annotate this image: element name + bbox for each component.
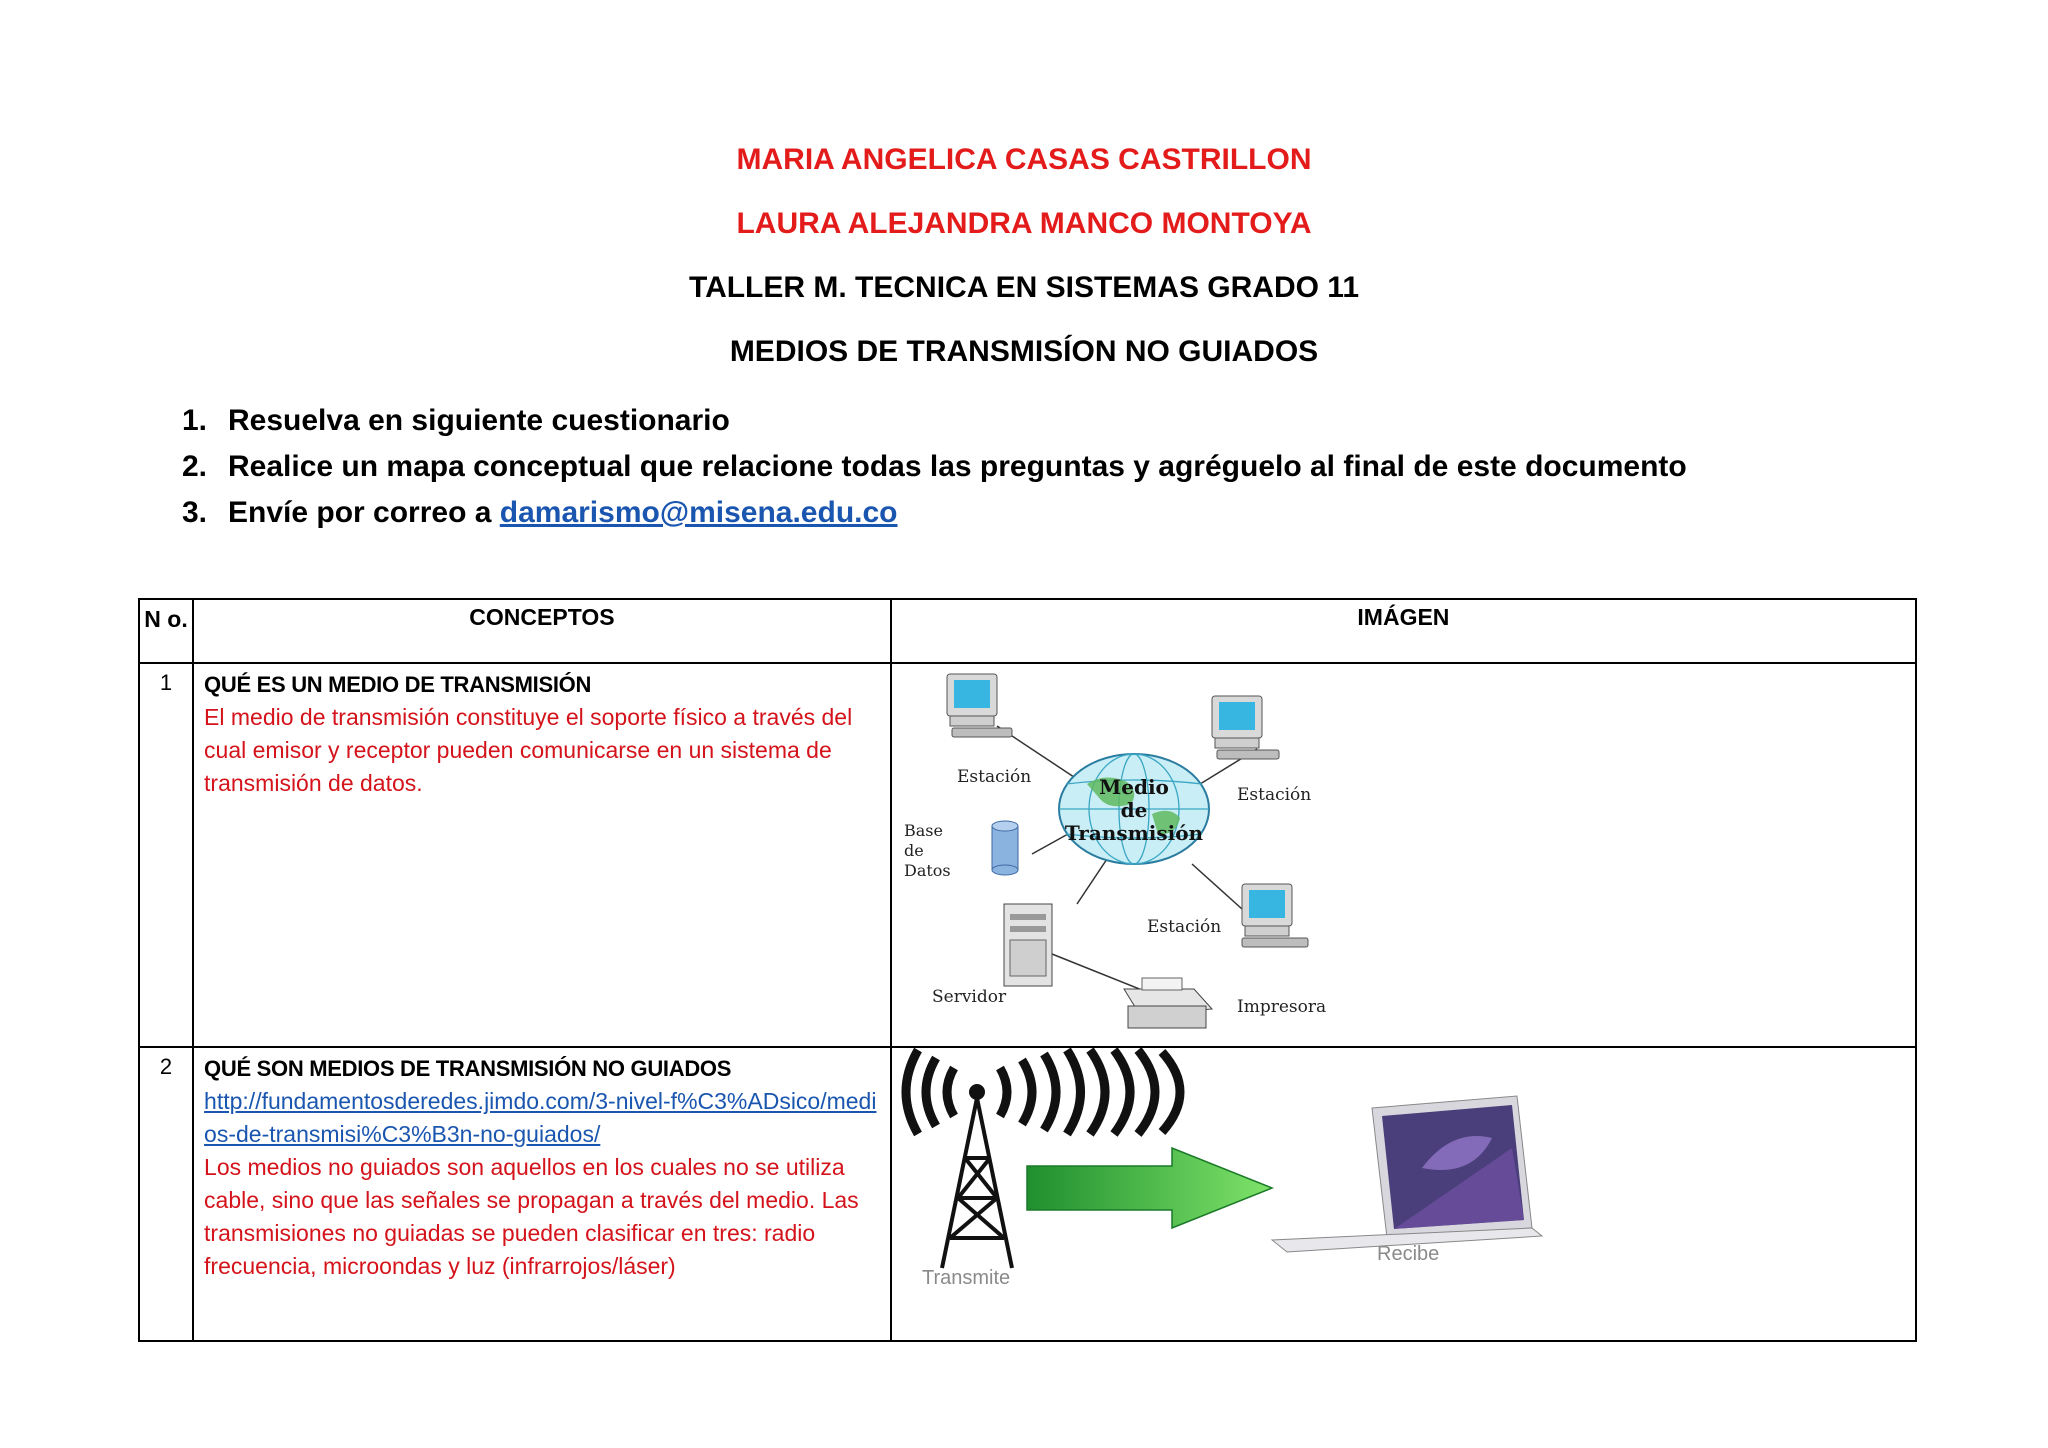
question-title: QUÉ SON MEDIOS DE TRANSMISIÓN NO GUIADOS — [204, 1056, 732, 1081]
computer-icon — [1242, 884, 1308, 947]
diagram-center-label-2: de — [1120, 798, 1148, 822]
concept-cell — [193, 663, 891, 1047]
row-number: 1 — [139, 663, 193, 1047]
instruction-text: Realice un mapa conceptual que relacione todas las preguntas y agréguelo al final de este documento — [228, 450, 1687, 483]
concept-cell — [193, 1047, 891, 1341]
image-cell — [891, 663, 1916, 1047]
computer-icon — [1212, 696, 1279, 759]
computer-icon — [947, 674, 1012, 737]
header-no-label: N o. — [144, 606, 188, 632]
laptop-icon — [1272, 1096, 1542, 1252]
station-label: Estación — [1236, 785, 1312, 805]
author-name-1: MARIA ANGELICA CASAS CASTRILLON — [736, 143, 1312, 176]
table-header-row — [139, 599, 1916, 663]
transmission-network-diagram — [892, 664, 1916, 1046]
instruction-item — [182, 398, 1687, 444]
header-concepts-label: CONCEPTOS — [469, 604, 615, 630]
source-link[interactable]: http://fundamentosderedes.jimdo.com/3-nivel-f%C3%ADsico/medios-de-transmisi%C3%B3n-no-guiados/ — [204, 1088, 877, 1147]
printer-label: Impresora — [1236, 997, 1326, 1017]
svg-text:Base: Base — [903, 821, 943, 840]
table-row — [139, 1047, 1916, 1341]
question-title: QUÉ ES UN MEDIO DE TRANSMISIÓN — [204, 672, 592, 697]
instructions-list — [182, 398, 1687, 536]
header-image-label: IMÁGEN — [1357, 604, 1450, 630]
station-label: Estación — [1146, 917, 1222, 937]
subject-title: MEDIOS DE TRANSMISÍON NO GUIADOS — [729, 335, 1319, 368]
diagram-center-label-1: Medio — [1098, 775, 1169, 799]
author-name-2: LAURA ALEJANDRA MANCO MONTOYA — [736, 207, 1312, 240]
image-cell — [891, 1047, 1916, 1341]
instruction-text: Envíe por correo a — [228, 496, 500, 529]
instruction-item — [182, 444, 1687, 490]
table-row — [139, 663, 1916, 1047]
answer-text: Los medios no guiados son aquellos en los cuales no se utiliza cable, sino que las señales se propagan a través del medio. Las transmisiones no guiadas se pueden clasificar en tres: radio frecuencia, microondas y luz (infrarrojos/láser) — [204, 1154, 859, 1279]
header-cell-no — [139, 599, 193, 663]
station-label: Estación — [956, 767, 1032, 787]
server-label: Servidor — [931, 987, 1006, 1007]
database-label — [904, 821, 951, 880]
answer-text: El medio de transmisión constituye el soporte físico a través del cual emisor y receptor pueden comunicarse en un sistema de transmisión de datos. — [204, 704, 853, 796]
database-icon — [992, 821, 1018, 875]
concepts-table — [138, 598, 1917, 1342]
svg-text:de: de — [903, 841, 924, 860]
transmit-label: Transmite — [921, 1267, 1010, 1289]
row-number: 2 — [139, 1047, 193, 1341]
arrow-right-icon — [1027, 1148, 1272, 1228]
email-link[interactable]: damarismo@misena.edu.co — [499, 496, 898, 529]
server-icon — [1004, 904, 1052, 986]
instruction-item — [182, 490, 1687, 536]
receive-label: Recibe — [1376, 1243, 1440, 1265]
header-cell-image — [891, 599, 1916, 663]
antenna-tip-icon — [969, 1084, 985, 1100]
svg-text:Datos: Datos — [903, 861, 951, 880]
course-title: TALLER M. TECNICA EN SISTEMAS GRADO 11 — [688, 271, 1360, 304]
instruction-number: 1. — [182, 404, 208, 437]
header-cell-concepts — [193, 599, 891, 663]
wireless-transmission-illustration — [892, 1048, 1916, 1340]
instruction-number: 2. — [182, 450, 208, 483]
signal-waves-icon — [906, 1050, 1180, 1134]
diagram-center-label-3: Transmisión — [1064, 821, 1203, 845]
antenna-tower-icon — [942, 1098, 1012, 1268]
instruction-number: 3. — [182, 496, 208, 529]
instruction-text: Resuelva en siguiente cuestionario — [228, 404, 730, 437]
printer-icon — [1124, 978, 1212, 1028]
